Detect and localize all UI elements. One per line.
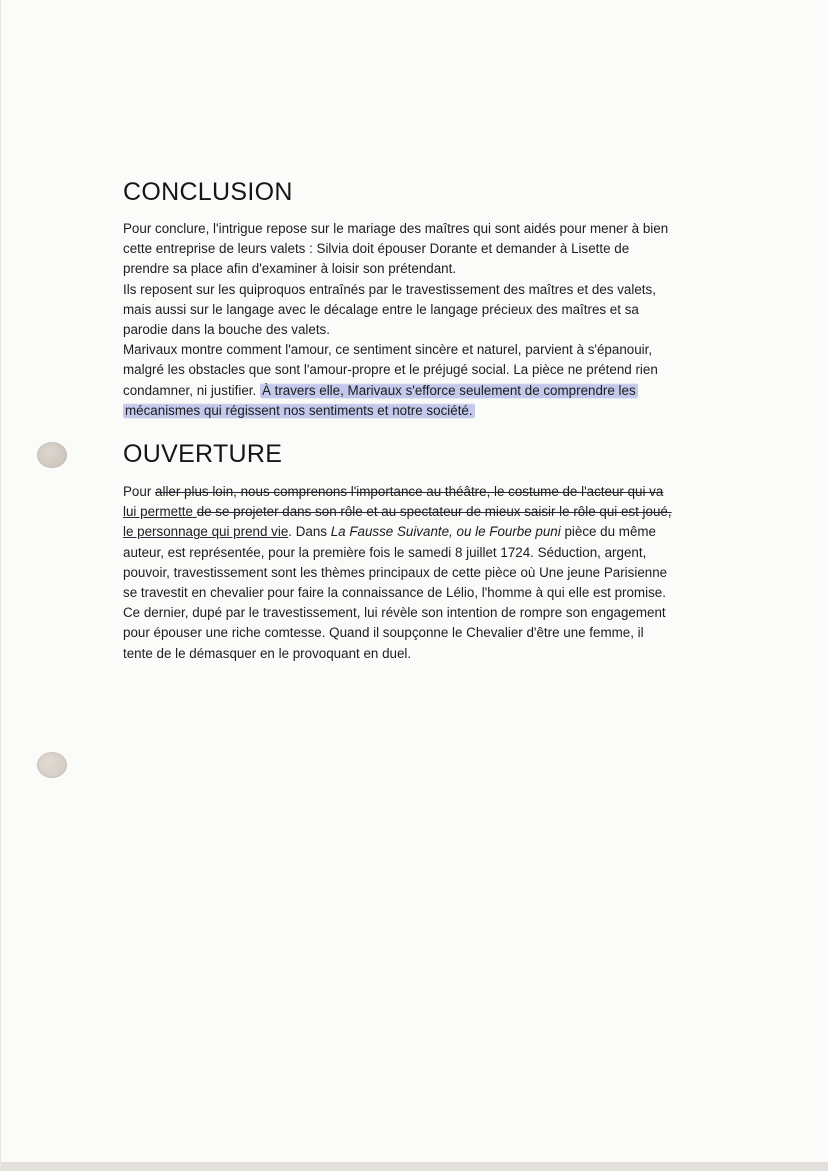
text-line: Ils reposent sur les quiproquos entraînés par le travestissement des maîtres et des valets,: [123, 281, 656, 297]
text-line: auteur, est représentée, pour la première fois le samedi 8 juillet 1724. Séduction, argent,: [123, 544, 647, 560]
text-segment: Pour: [123, 484, 156, 499]
text-line: [123, 502, 723, 522]
text-line: tente de le démasquer en le provoquant en duel.: [123, 645, 412, 661]
text-line: pour épouser une riche comtesse. Quand il soupçonne le Chevalier d'être une femme, il: [123, 625, 644, 641]
text-line: [123, 522, 723, 542]
text-line: [123, 381, 723, 401]
text-segment: condamner, ni justifier.: [123, 382, 260, 398]
text-line: prendre sa place afin d'examiner à loisir son prétendant.: [123, 261, 457, 277]
text-line: pouvoir, travestissement sont les thèmes principaux de cette pièce où Une jeune Parisienne: [123, 564, 668, 580]
text-segment: . Dans: [288, 524, 331, 540]
text-line: Marivaux montre comment l'amour, ce sentiment sincère et naturel, parvient à s'épanouir,: [123, 342, 653, 358]
conclusion-paragraph: [123, 219, 723, 421]
highlighted-text: À travers elle, Marivaux s'efforce seulement de comprendre les: [261, 382, 636, 398]
text-line: Ce dernier, dupé par le travestissement, lui révèle son intention de rompre son engagement: [123, 605, 666, 621]
underlined-text: lui permette: [123, 504, 197, 520]
struck-text: aller plus loin, nous comprenons l'importance au théâtre, le costume de l'acteur qui va: [155, 484, 664, 499]
conclusion-heading: CONCLUSION: [123, 178, 293, 206]
punch-hole: [37, 442, 67, 468]
text-line: mais aussi sur le langage avec le décalage entre le langage précieux des maîtres et sa: [123, 301, 639, 317]
highlighted-text: mécanismes qui régissent nos sentiments et notre société.: [125, 402, 473, 418]
underlined-text: le personnage qui prend vie: [123, 524, 289, 540]
ouverture-paragraph: [123, 482, 723, 664]
text-line: malgré les obstacles que sont l'amour-propre et le préjugé social. La pièce ne prétend rien: [123, 362, 658, 378]
text-line: Pour conclure, l'intrigue repose sur le mariage des maîtres qui sont aidés pour mener à bien: [123, 221, 669, 236]
struck-text: de se projeter dans son rôle et au spectateur de mieux saisir le rôle qui est joué,: [196, 504, 672, 520]
text-line: parodie dans la bouche des valets.: [123, 322, 330, 338]
ouverture-heading: OUVERTURE: [123, 440, 283, 468]
text-segment: pièce du même: [560, 524, 657, 540]
page-bottom-edge: [1, 1162, 828, 1171]
text-line: [123, 401, 723, 421]
text-line: cette entreprise de leurs valets : Silvia doit épouser Dorante et demander à Lisette de: [123, 241, 630, 257]
italic-title: La Fausse Suivante, ou le Fourbe puni: [330, 524, 561, 540]
text-line: [123, 482, 723, 502]
punch-hole: [37, 752, 67, 778]
text-line: se travestit en chevalier pour faire la connaissance de Lélio, l'homme à qui elle est promise.: [123, 585, 666, 601]
